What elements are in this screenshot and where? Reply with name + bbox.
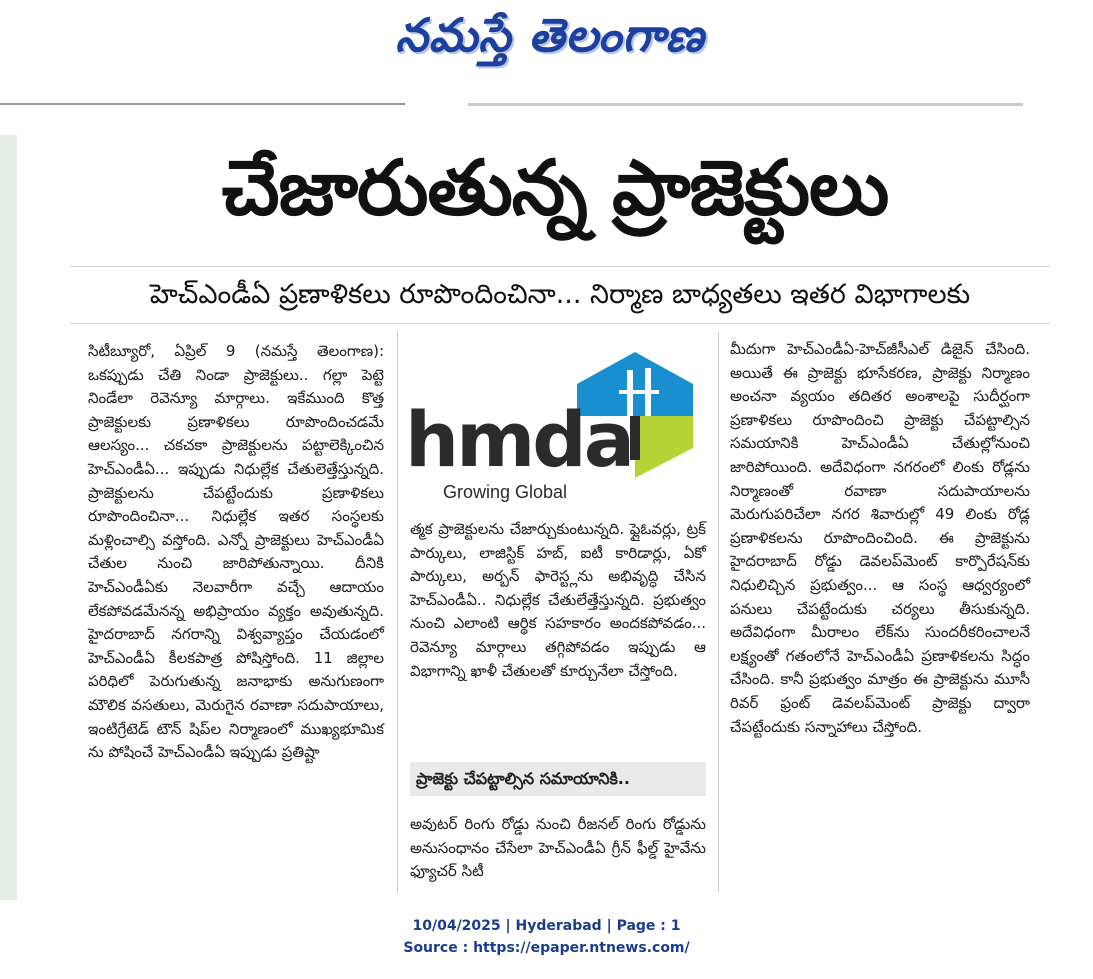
- masthead-rule-left: [0, 103, 405, 105]
- article-subheadline: హెచ్‌ఎండీఏ ప్రణాళికలు రూపొందించినా... నిర్మాణ బాధ్యతలు ఇతర విభాగాలకు: [70, 266, 1050, 324]
- masthead: [0, 0, 1093, 110]
- article-column-left: సిటీబ్యూరో, ఏప్రిల్ 9 (నమస్తే తెలంగాణ): ఒకప్పుడు చేతి నిండా ప్రాజెక్టులు.. గల్లా పెట్టె నిండేలా రెవెన్యూ మార్గాలు. ఇకేముంది కొత్త ప్రాజెక్టులకు ప్రణాళికలు రూపొందించడమే ఆలస్యం... చకచకా ప్రాజెక్టులను పట్టాలెక్కించిన హెచ్‌ఎండీఏ... ఇప్పుడు నిధుల్లేక చేతులెత్తేస్తున్నది. ప్రాజెక్టులను చేపట్టేందుకు ప్రణాళికలు రూపొందించినా... నిధుల్లేక ఇతర సంస్థలకు మళ్లించాల్సి వస్తోంది. ఎన్నో ప్రాజెక్టులు హెచ్‌ఎండీఏ చేతుల నుంచి జారిపోతున్నాయి. దీనికి హెచ్‌ఎండీఏకు నెలవారీగా వచ్చే ఆదాయం లేకపోవడమేనన్న అభిప్రాయం వ్యక్తం అవుతున్నది. హైదరాబాద్ నగరాన్ని విశ్వవ్యాప్తం చేయడంలో హెచ్‌ఎండీఏ కీలకపాత్ర పోషిస్తోంది. 11 జిల్లాల పరిధిలో పెరుగుతున్న జనాభాకు అనుగుణంగా మౌలిక వసతులు, మెరుగైన రవాణా సదుపాయాలు, ఇంటిగ్రేటెడ్ టౌన్ షిప్‌ల నిర్మాణంలో ముఖ్యభూమిక ను పోషించే హెచ్‌ఎండీఏ ఇప్పుడు ప్రతిష్టా: [88, 342, 384, 762]
- column-divider: [397, 332, 398, 892]
- footer-date-edition: 10/04/2025 | Hyderabad | Page : 1: [412, 918, 681, 934]
- side-margin-strip: [0, 135, 17, 900]
- hmda-logo: [405, 350, 705, 510]
- article-subsection-heading: ప్రాజెక్టు చేపట్టాల్సిన సమాయానికి..: [410, 762, 706, 796]
- footer-source-link[interactable]: Source : https://epaper.ntnews.com/: [403, 940, 690, 956]
- article-column-middle-continued: అవుటర్ రింగు రోడ్డు నుంచి రీజనల్ రింగు రోడ్డును అనుసంధానం చేసేలా హెచ్‌ఎండీఏ గ్రీన్ ఫీల్డ్ హైవేను ఫ్యూచర్ సిటీ: [410, 815, 706, 881]
- masthead-rule-right: [468, 103, 1023, 106]
- hmda-logo-tagline: Growing Global: [443, 482, 568, 502]
- article-column-right: మీదుగా హెచ్‌ఎండీఏ-హెచ్‌జీసీఎల్ డిజైన్ చేసింది. అయితే ఈ ప్రాజెక్టు భూసేకరణ, ప్రాజెక్టు నిర్మాణం అంచనా వ్యయం తదితర అంశాలపై సుదీర్ఘంగా ప్రణాళికలు రూపొందించి ప్రాజెక్టు చేపట్టాల్సిన సమయానికి హెచ్‌ఎండీఏ చేతుల్లోనుంచి జారిపోయింది. అదేవిధంగా నగరంలో లింకు రోడ్లను నిర్మాణంతో రవాణా సదుపాయాలను మెరుగుపరిచేలా నగర శివారుల్లో 49 లింకు రోడ్ల ప్రణాళికలను రూపొందించింది. ఈ ప్రాజెక్టును హైదరాబాద్ రోడ్డు డెవలప్‌మెంట్ కార్పొరేషన్‌కు నిధులిచ్చిన ప్రభుత్వం... ఆ సంస్థ ఆధ్వర్యంలో పనులు చేపట్టేందుకు చర్యలు తీసుకున్నది. అదేవిధంగా మీరాలం లేక్‌ను సుందరీకరించాలనే లక్ష్యంతో గతంలోనే హెచ్‌ఎండీఏ ప్రణాళికలను సిద్ధం చేసింది. కానీ ప్రభుత్వం మాత్రం ఈ ప్రాజెక్టును మూసీ రివర్ ఫ్రంట్ డెవలప్‌మెంట్ ప్రాజెక్టు ద్వారా చేపట్టేందుకు సన్నాహాలు చేస్తోంది.: [730, 340, 1030, 736]
- hmda-logo-wordmark: hmda: [405, 395, 632, 484]
- article-column-middle: త్మక ప్రాజెక్టులను చేజార్చుకుంటున్నది. ఫ్లైఓవర్లు, ట్రక్ పార్కులు, లాజిస్టిక్ హబ్, ఐటీ కారిడార్లు, ఏకో పార్కులు, అర్బన్ ఫారెస్ట్లను అభివృద్ధి చేసిన హెచ్‌ఎండీఏ.. నిధుల్లేక చేతులేత్తేస్తున్నది. ప్రభుత్వం నుంచి ఎలాంటి ఆర్థిక సహకారం అందకపోవడం... రెవెన్యూ మార్గాలు తగ్గిపోవడం ఇప్పుడు ఆ విభాగాన్ని ఖాళీ చేతులతో కూర్చునేలా చేస్తోంది.: [410, 520, 706, 680]
- newspaper-masthead-title: నమస్తే తెలంగాణ: [395, 8, 705, 62]
- column-divider: [718, 332, 719, 892]
- article-headline: చేజారుతున్న ప్రాజెక్టులు: [221, 143, 889, 232]
